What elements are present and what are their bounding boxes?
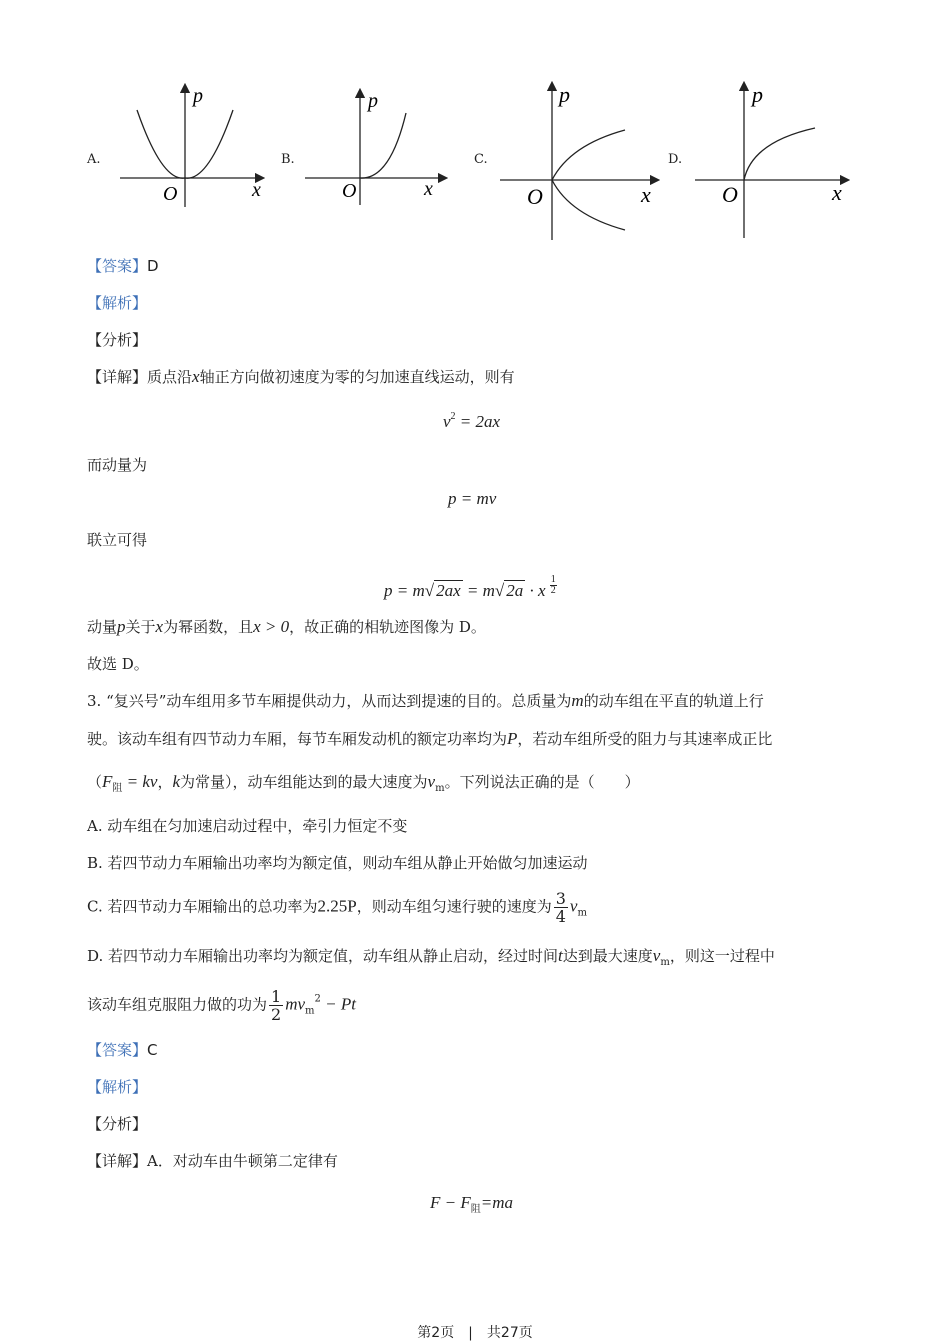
answer-tag: 【答案】	[87, 257, 148, 275]
axis-x-label: x	[424, 178, 433, 200]
var-x: x	[192, 367, 200, 386]
q3-analysis-tag: 【解析】	[87, 1078, 148, 1096]
q3-option-c: C. 若四节动力车厢输出的总功率为2.25P，则动车组匀速行驶的速度为 $\frac{3}{4}$ $v_m$	[87, 889, 587, 926]
q2-analysis-tag: 【解析】	[87, 294, 148, 312]
q3-stem-line-2: 驶。该动车组有四节动力车厢，每节车厢发动机的额定功率均为P，若动车组所受的阻力与其速率成正比	[87, 729, 773, 748]
graph-d	[690, 80, 855, 242]
q3-stem-line-3: （$F_阻$ = kv，k为常量），动车组能达到的最大速度为$v_m$。下列说法正确的是（ ）	[87, 772, 640, 794]
detail-text: 轴正方向做初速度为零的匀加速直线运动，则有	[199, 368, 515, 386]
detail-tag: 【详解】	[87, 368, 148, 386]
q3-option-b: B. 若四节动力车厢输出功率均为额定值，则动车组从静止开始做匀加速运动	[87, 854, 588, 872]
answer-value: C	[147, 1041, 158, 1059]
q2-fenxi-tag: 【分析】	[87, 331, 148, 349]
q3-stem-line-1: 3. “复兴号”动车组用多节车厢提供动力，从而达到提速的目的。总质量为m的动车组在平直的轨道上行	[87, 691, 764, 710]
q3-equation: $F - F_阻=ma$	[430, 1193, 513, 1215]
q3-detail-line: 【详解】A．对动车由牛顿第二定律有	[87, 1152, 338, 1170]
page-number: 2	[431, 1325, 441, 1341]
axis-p-label: p	[368, 90, 378, 112]
q3-answer-line	[87, 1040, 158, 1060]
axis-p-label: p	[752, 82, 763, 107]
graph-b-label: B.	[281, 152, 295, 167]
answer-tag: 【答案】	[87, 1041, 148, 1059]
detail-text: 质点沿	[147, 368, 193, 386]
curve-b	[360, 113, 406, 178]
q3-fenxi-tag: 【分析】	[87, 1115, 148, 1133]
q2-choose: 故选 D。	[87, 655, 149, 673]
q3-option-d-line-1: D. 若四节动力车厢输出功率均为额定值，动车组从静止启动，经过时间t达到最大速度$v_m$，则这一过程中	[87, 946, 775, 968]
answer-value: D	[147, 257, 159, 275]
q2-equation-2: p = mv	[448, 489, 497, 508]
q2-conclusion: 动量p关于x为幂函数，且x > 0，故正确的相轨迹图像为 D。	[87, 617, 486, 636]
origin-label: O	[163, 183, 178, 205]
graph-d-label: D.	[668, 152, 683, 167]
axis-p-label: p	[559, 82, 570, 107]
origin-label: O	[527, 184, 543, 209]
graph-c	[495, 80, 665, 245]
graph-c-label: C.	[474, 152, 488, 167]
page-footer: 第2页 | 共27页	[417, 1325, 533, 1341]
graph-b	[300, 85, 450, 210]
q2-equation-3: p = m√ 2ax = m√ 2a · x $\frac{1}{2}$	[384, 574, 556, 600]
q2-equation-1: $v^2 = 2ax$	[443, 411, 501, 431]
q2-answer-line	[87, 256, 159, 276]
q3-option-d-line-2: 该动车组克服阻力做的功为 $\frac{1}{2}$ $mv_m^2 - Pt$	[87, 987, 356, 1024]
q3-option-a: A. 动车组在匀加速启动过程中，牵引力恒定不变	[87, 817, 408, 835]
q2-combine-text: 联立可得	[87, 531, 148, 549]
graph-a-label: A.	[87, 152, 101, 167]
axis-x-label: x	[641, 182, 651, 207]
axis-x-label: x	[832, 180, 842, 205]
axis-x-label: x	[252, 179, 261, 201]
origin-label: O	[342, 180, 357, 202]
curve-d	[744, 128, 815, 180]
q2-detail-line	[87, 367, 515, 387]
total-pages: 27	[500, 1325, 519, 1341]
q2-momentum-text: 而动量为	[87, 456, 148, 474]
graph-a	[115, 82, 265, 212]
origin-label: O	[722, 182, 738, 207]
axis-p-label: p	[193, 85, 203, 107]
